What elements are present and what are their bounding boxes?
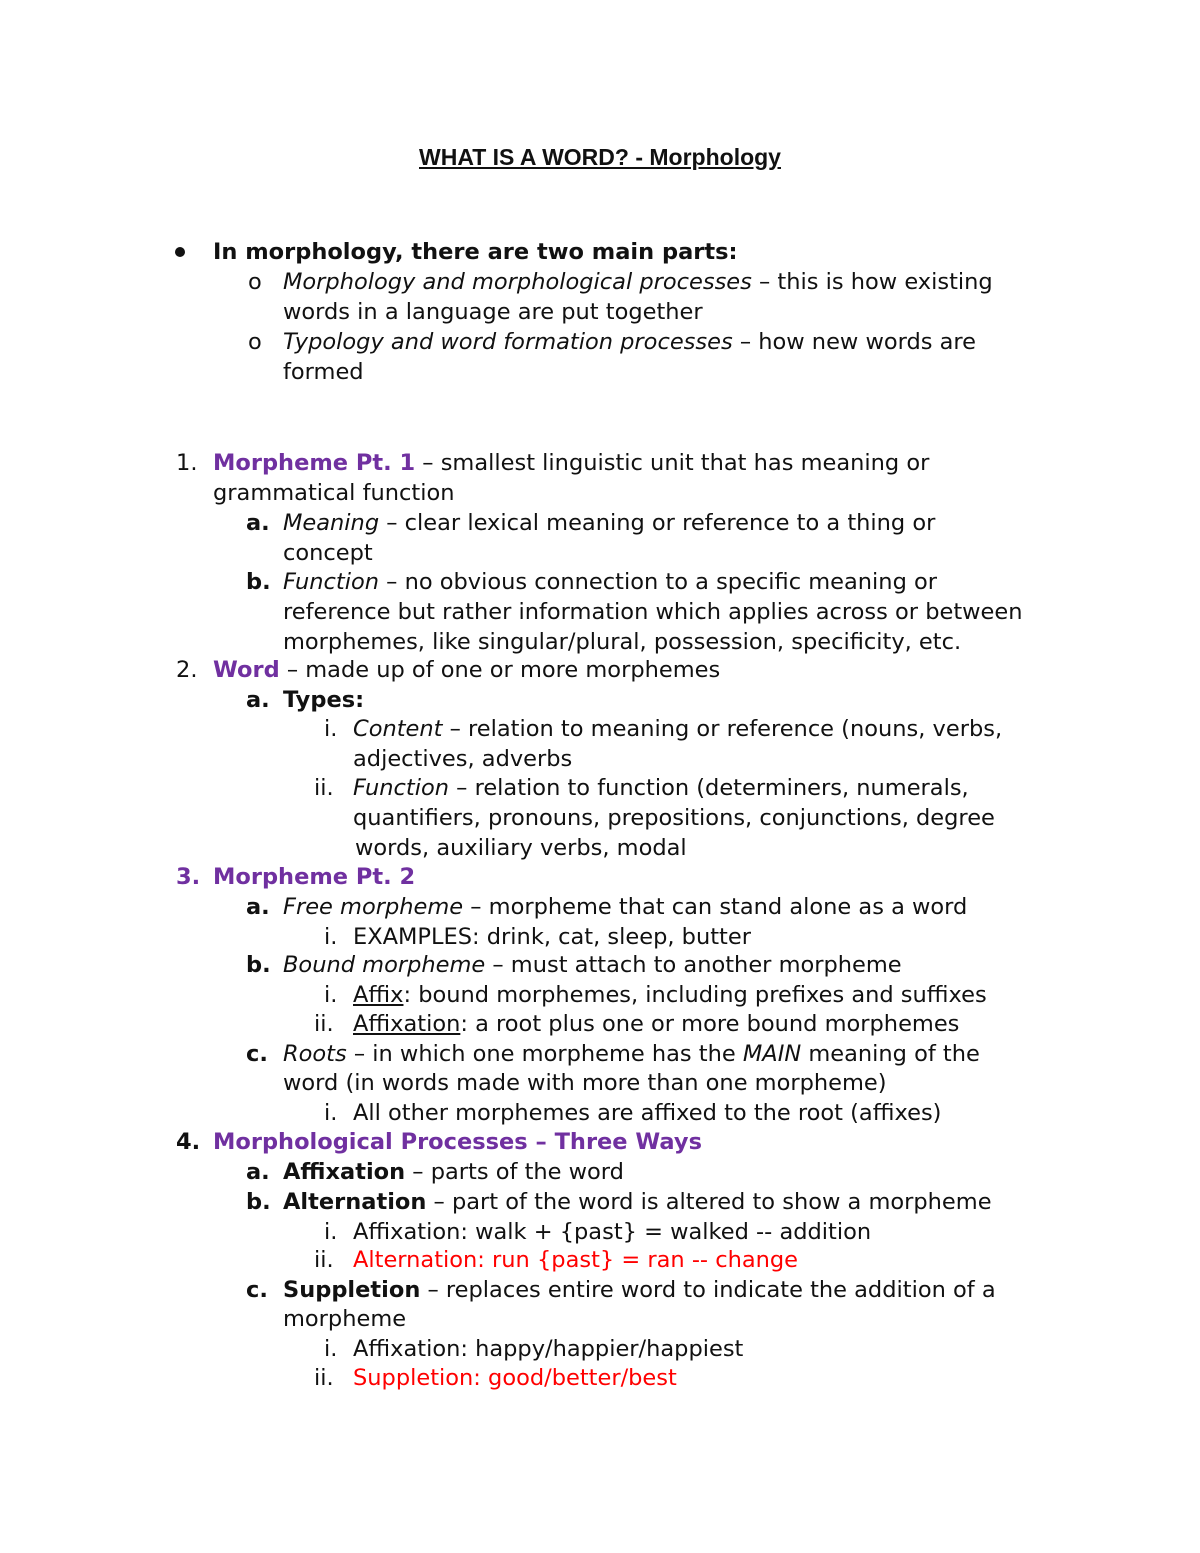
bullet-icon bbox=[175, 247, 185, 257]
section-3-item-c: c. Roots – in which one morpheme has the MAIN meaning of the bbox=[246, 1041, 980, 1067]
section-4-item-b: b. Alternation – part of the word is altered to show a morpheme bbox=[246, 1189, 992, 1215]
section-3-item-a: a. Free morpheme – morpheme that can stand alone as a word bbox=[246, 894, 968, 920]
section-3-item-b-ii: ii. Affixation: a root plus one or more bound morphemes bbox=[314, 1011, 960, 1037]
section-number: 1. bbox=[176, 450, 198, 476]
section-4-item-c-i: i. Affixation: happy/happier/happiest bbox=[324, 1336, 744, 1362]
section-2-item-a: a. Types: bbox=[246, 687, 365, 713]
intro-heading-line bbox=[0, 237, 1200, 267]
intro-heading: In morphology, there are two main parts: bbox=[213, 239, 738, 265]
circle-bullet-icon: o bbox=[248, 269, 262, 295]
section-3-item-c-i: i. All other morphemes are affixed to the root (affixes) bbox=[324, 1100, 942, 1126]
section-4-item-b-ii: ii. Alternation: run {past} = ran -- change bbox=[314, 1247, 799, 1273]
section-3-heading bbox=[0, 862, 1200, 892]
section-2-item-ii: ii. Function – relation to function (determiners, numerals, bbox=[314, 775, 969, 801]
section-term: Morpheme Pt. 2 bbox=[213, 864, 416, 890]
section-2-heading: 2. Word – made up of one or more morphemes bbox=[176, 657, 721, 683]
intro-item-continuation: words in a language are put together bbox=[283, 299, 703, 325]
section-4-item-c: c. Suppletion – replaces entire word to indicate the addition of a bbox=[246, 1277, 996, 1303]
intro-item-continuation: formed bbox=[283, 359, 364, 385]
section-1-item-b-continuation: reference but rather information which applies across or between bbox=[283, 599, 1023, 625]
section-3-item-b: b. Bound morpheme – must attach to another morpheme bbox=[246, 952, 902, 978]
section-3-item-a-i: i. EXAMPLES: drink, cat, sleep, butter bbox=[324, 924, 751, 950]
section-2-item-i-continuation: adjectives, adverbs bbox=[353, 746, 573, 772]
section-3-item-c-continuation: word (in words made with more than one morpheme) bbox=[283, 1070, 887, 1096]
intro-item-term: Typology and word formation processes bbox=[283, 329, 733, 355]
circle-bullet-icon: o bbox=[248, 329, 262, 355]
document-title: WHAT IS A WORD? - Morphology bbox=[419, 144, 781, 170]
section-1-heading: 1. Morpheme Pt. 1 – smallest linguistic unit that has meaning or bbox=[176, 450, 930, 476]
section-2-item-i: i. Content – relation to meaning or reference (nouns, verbs, bbox=[324, 716, 1003, 742]
section-4-heading bbox=[0, 1127, 1200, 1157]
intro-item-text: – how new words are bbox=[732, 329, 977, 355]
section-1-continuation: grammatical function bbox=[213, 480, 455, 506]
section-number: 3. bbox=[176, 864, 201, 890]
section-1-item-b: b. Function – no obvious connection to a specific meaning or bbox=[246, 569, 938, 595]
section-4-item-c-continuation: morpheme bbox=[283, 1306, 407, 1332]
section-4-item-a: a. Affixation – parts of the word bbox=[246, 1159, 624, 1185]
section-4-item-b-i: i. Affixation: walk + {past} = walked -- addition bbox=[324, 1219, 872, 1245]
section-1-item-a-continuation: concept bbox=[283, 540, 373, 566]
intro-item bbox=[0, 267, 1200, 297]
section-term: Morpheme Pt. 1 bbox=[213, 450, 416, 476]
intro-item-term: Morphology and morphological processes bbox=[283, 269, 752, 295]
section-2-item-ii-continuation: words, auxiliary verbs, modal bbox=[355, 835, 687, 861]
section-4-item-c-ii: ii. Suppletion: good/better/best bbox=[314, 1365, 677, 1391]
section-number: 4. bbox=[176, 1129, 201, 1155]
intro-item bbox=[0, 327, 1200, 357]
section-number: 2. bbox=[176, 657, 198, 683]
section-term: Morphological Processes – Three Ways bbox=[213, 1129, 702, 1155]
section-1-item-a: a. Meaning – clear lexical meaning or reference to a thing or bbox=[246, 510, 936, 536]
intro-item-text: – this is how existing bbox=[751, 269, 993, 295]
section-2-item-ii-continuation: quantifiers, pronouns, prepositions, conjunctions, degree bbox=[353, 805, 995, 831]
section-term: Word bbox=[213, 657, 280, 683]
section-1-item-b-continuation: morphemes, like singular/plural, possession, specificity, etc. bbox=[283, 629, 962, 655]
section-3-item-b-i: i. Affix: bound morphemes, including prefixes and suffixes bbox=[324, 982, 987, 1008]
